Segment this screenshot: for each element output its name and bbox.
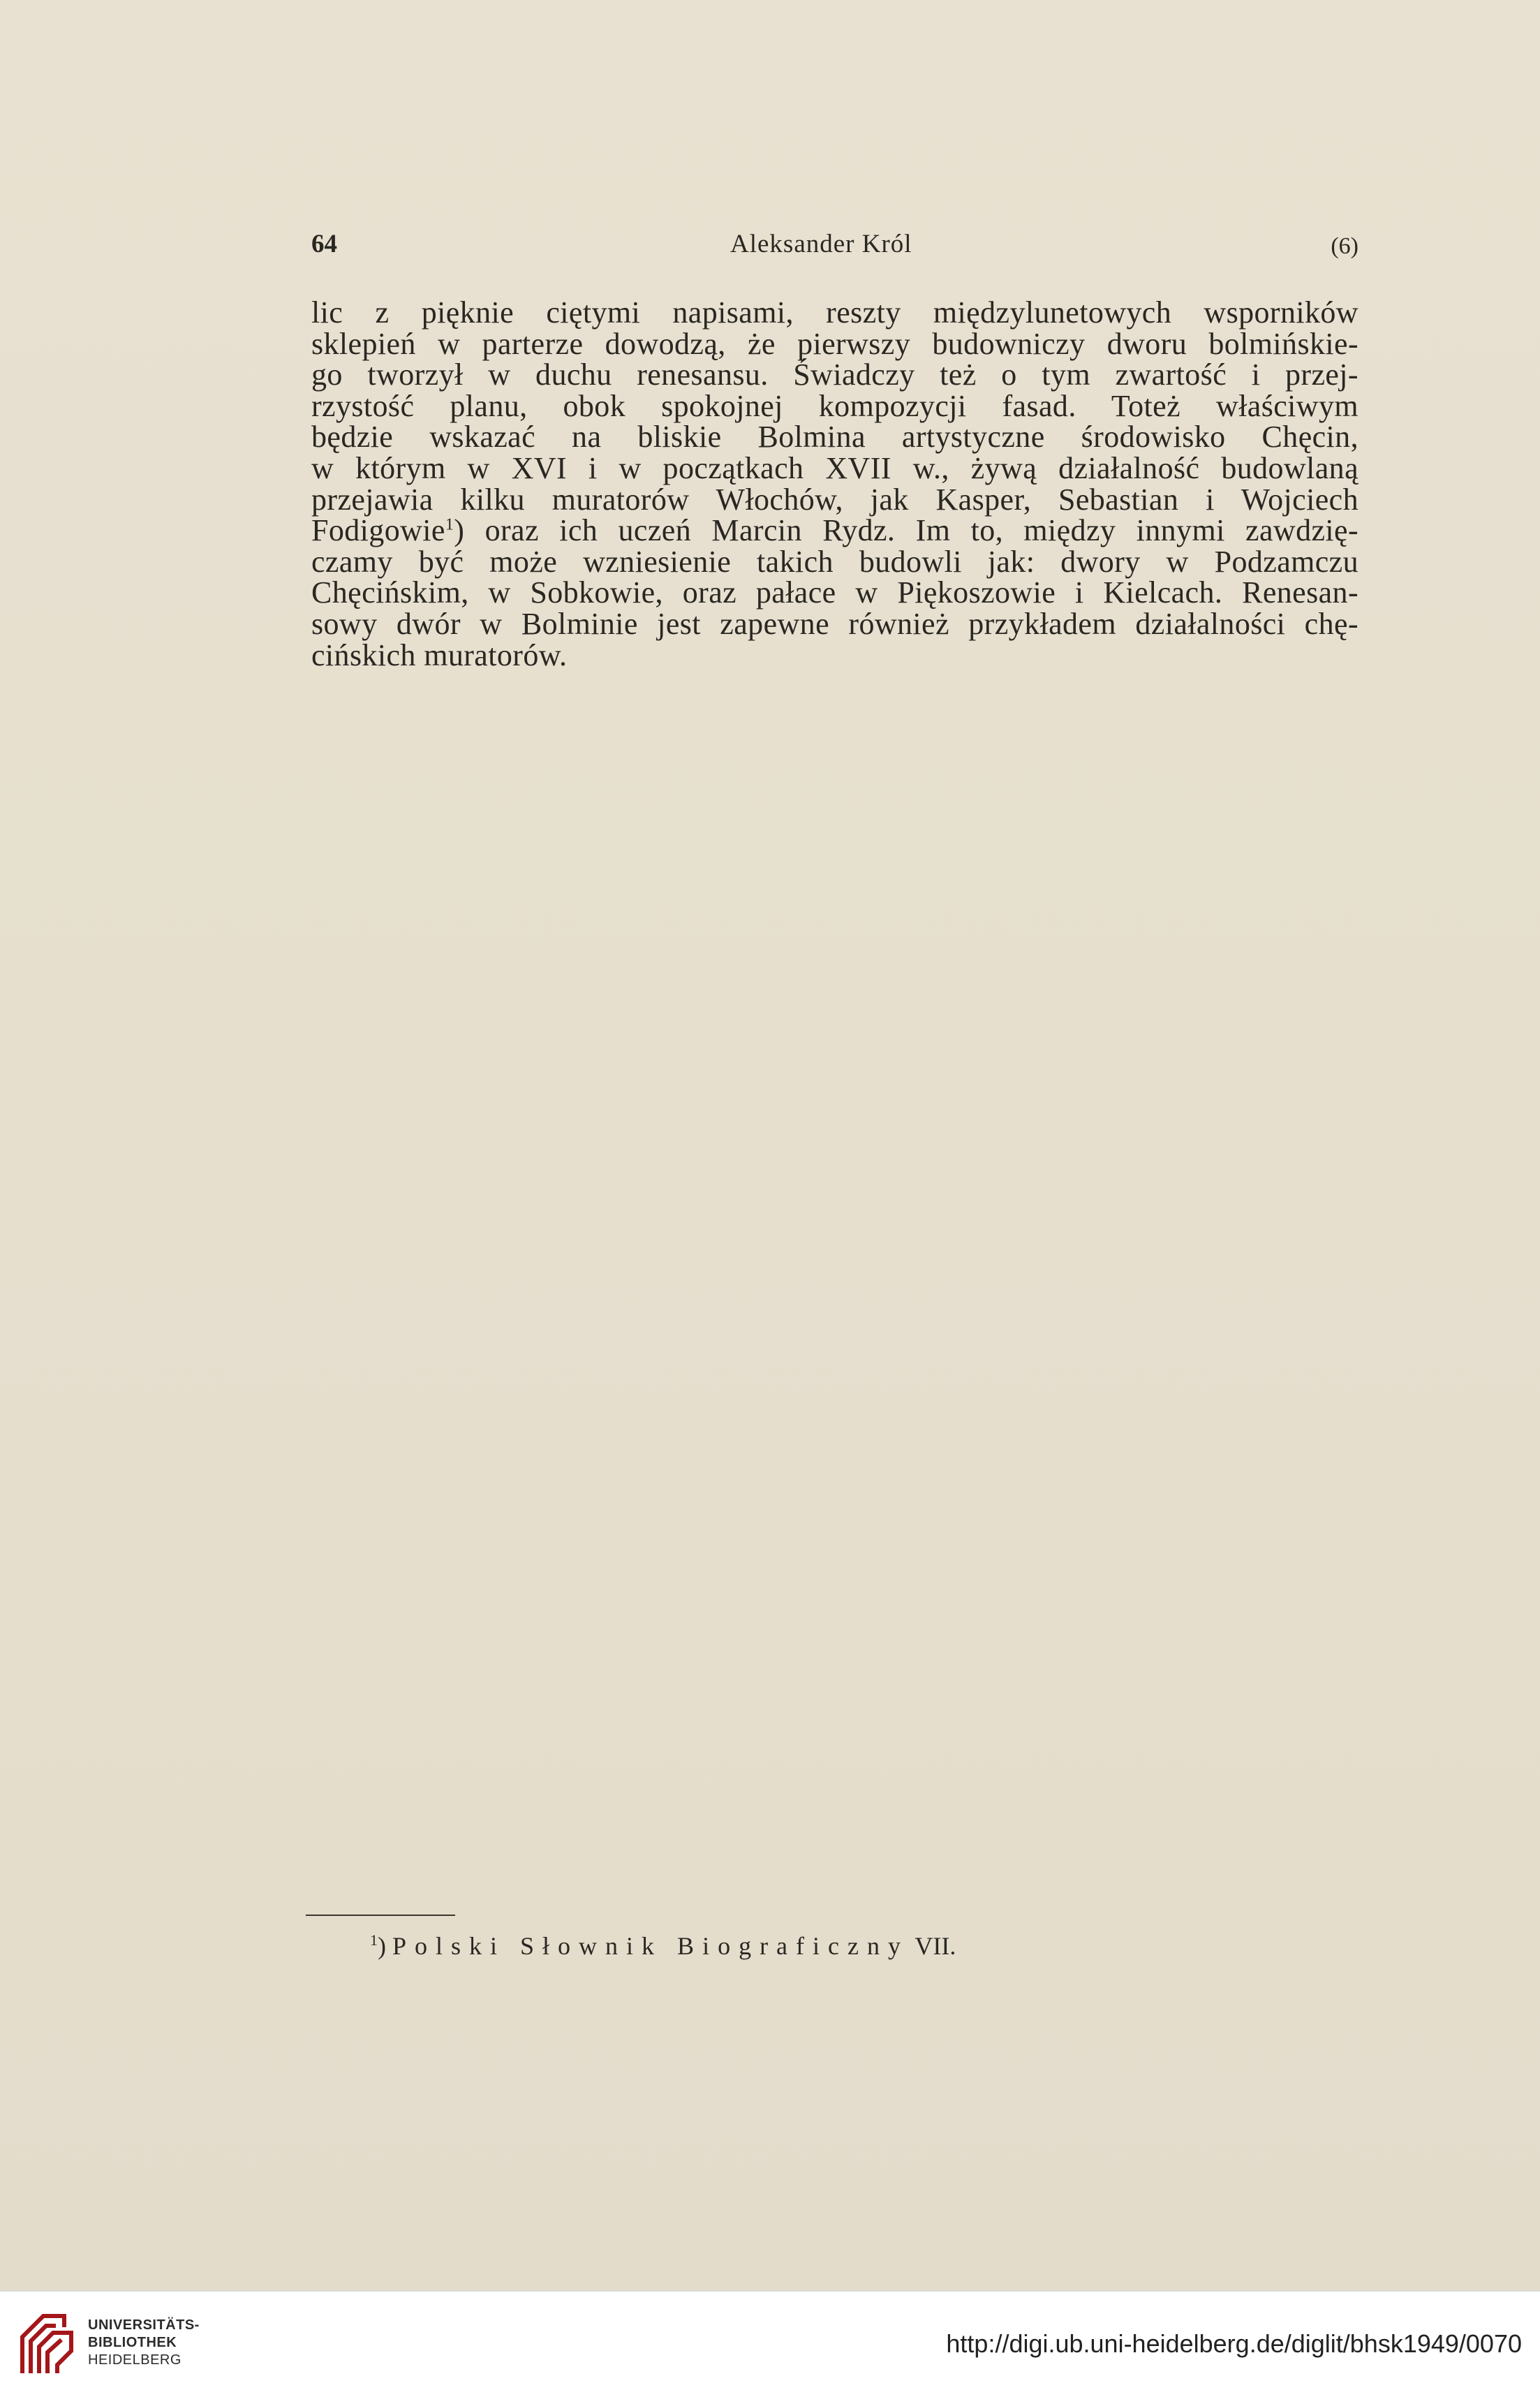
footnote-number: 1	[370, 1931, 378, 1949]
text-line: będzie wskazać na bliskie Bolmina artystyczne środowisko Chęcin,	[311, 420, 1358, 455]
running-header	[311, 229, 1358, 264]
text-fragment: Fodigowie	[311, 513, 445, 548]
library-name-line: UNIVERSITÄTS-	[88, 2317, 200, 2333]
footnote-divider	[306, 1915, 455, 1916]
text-line-with-footnote	[311, 515, 1358, 547]
text-line: cińskich muratorów.	[311, 637, 568, 672]
running-title: Aleksander Król	[730, 230, 912, 258]
text-line: przejawia kilku muratorów Włochów, jak Kasper, Sebastian i Wojciech	[311, 482, 1358, 517]
body-paragraph	[311, 297, 1358, 671]
permalink-url[interactable]: http://digi.ub.uni-heidelberg.de/diglit/bhsk1949/0070	[946, 2329, 1522, 2358]
text-line: sowy dwór w Bolminie jest zapewne również przykładem działalności chę-	[311, 606, 1358, 641]
viewer-footer	[0, 2290, 1540, 2397]
footnote-volume: VII.	[915, 1932, 956, 1960]
page-number: 64	[311, 230, 337, 258]
library-name	[88, 2317, 200, 2369]
text-line: go tworzył w duchu renesansu. Świadczy też o tym zwartość i przej-	[311, 357, 1358, 392]
text-line: sklepień w parterze dowodzą, że pierwszy budowniczy dworu bolmińskie-	[311, 326, 1358, 361]
text-line: czamy być może wzniesienie takich budowli jak: dwory w Podzamczu	[311, 544, 1358, 579]
footnote	[370, 1931, 956, 1961]
text-line: lic z pięknie ciętymi napisami, reszty międzylunetowych wsporników	[311, 295, 1358, 330]
library-logo-icon[interactable]	[15, 2309, 78, 2379]
section-number: (6)	[1331, 233, 1358, 259]
footnote-paren: )	[378, 1932, 386, 1960]
footnote-source-title: Polski Słownik Biograficzny	[392, 1932, 909, 1960]
library-name-line: BIBLIOTHEK	[88, 2335, 177, 2350]
text-line: Chęcińskim, w Sobkowie, oraz pałace w Piękoszowie i Kielcach. Renesan-	[311, 575, 1358, 610]
library-name-line: HEIDELBERG	[88, 2352, 182, 2368]
text-line: w którym w XVI i w początkach XVII w., żywą działalność budowlaną	[311, 450, 1358, 485]
footnote-marker[interactable]: 1	[445, 515, 454, 534]
text-line: rzystość planu, obok spokojnej kompozycji fasad. Toteż właściwym	[311, 388, 1358, 423]
text-fragment: ) oraz ich uczeń Marcin Rydz. Im to, między innymi zawdzię-	[454, 513, 1358, 548]
